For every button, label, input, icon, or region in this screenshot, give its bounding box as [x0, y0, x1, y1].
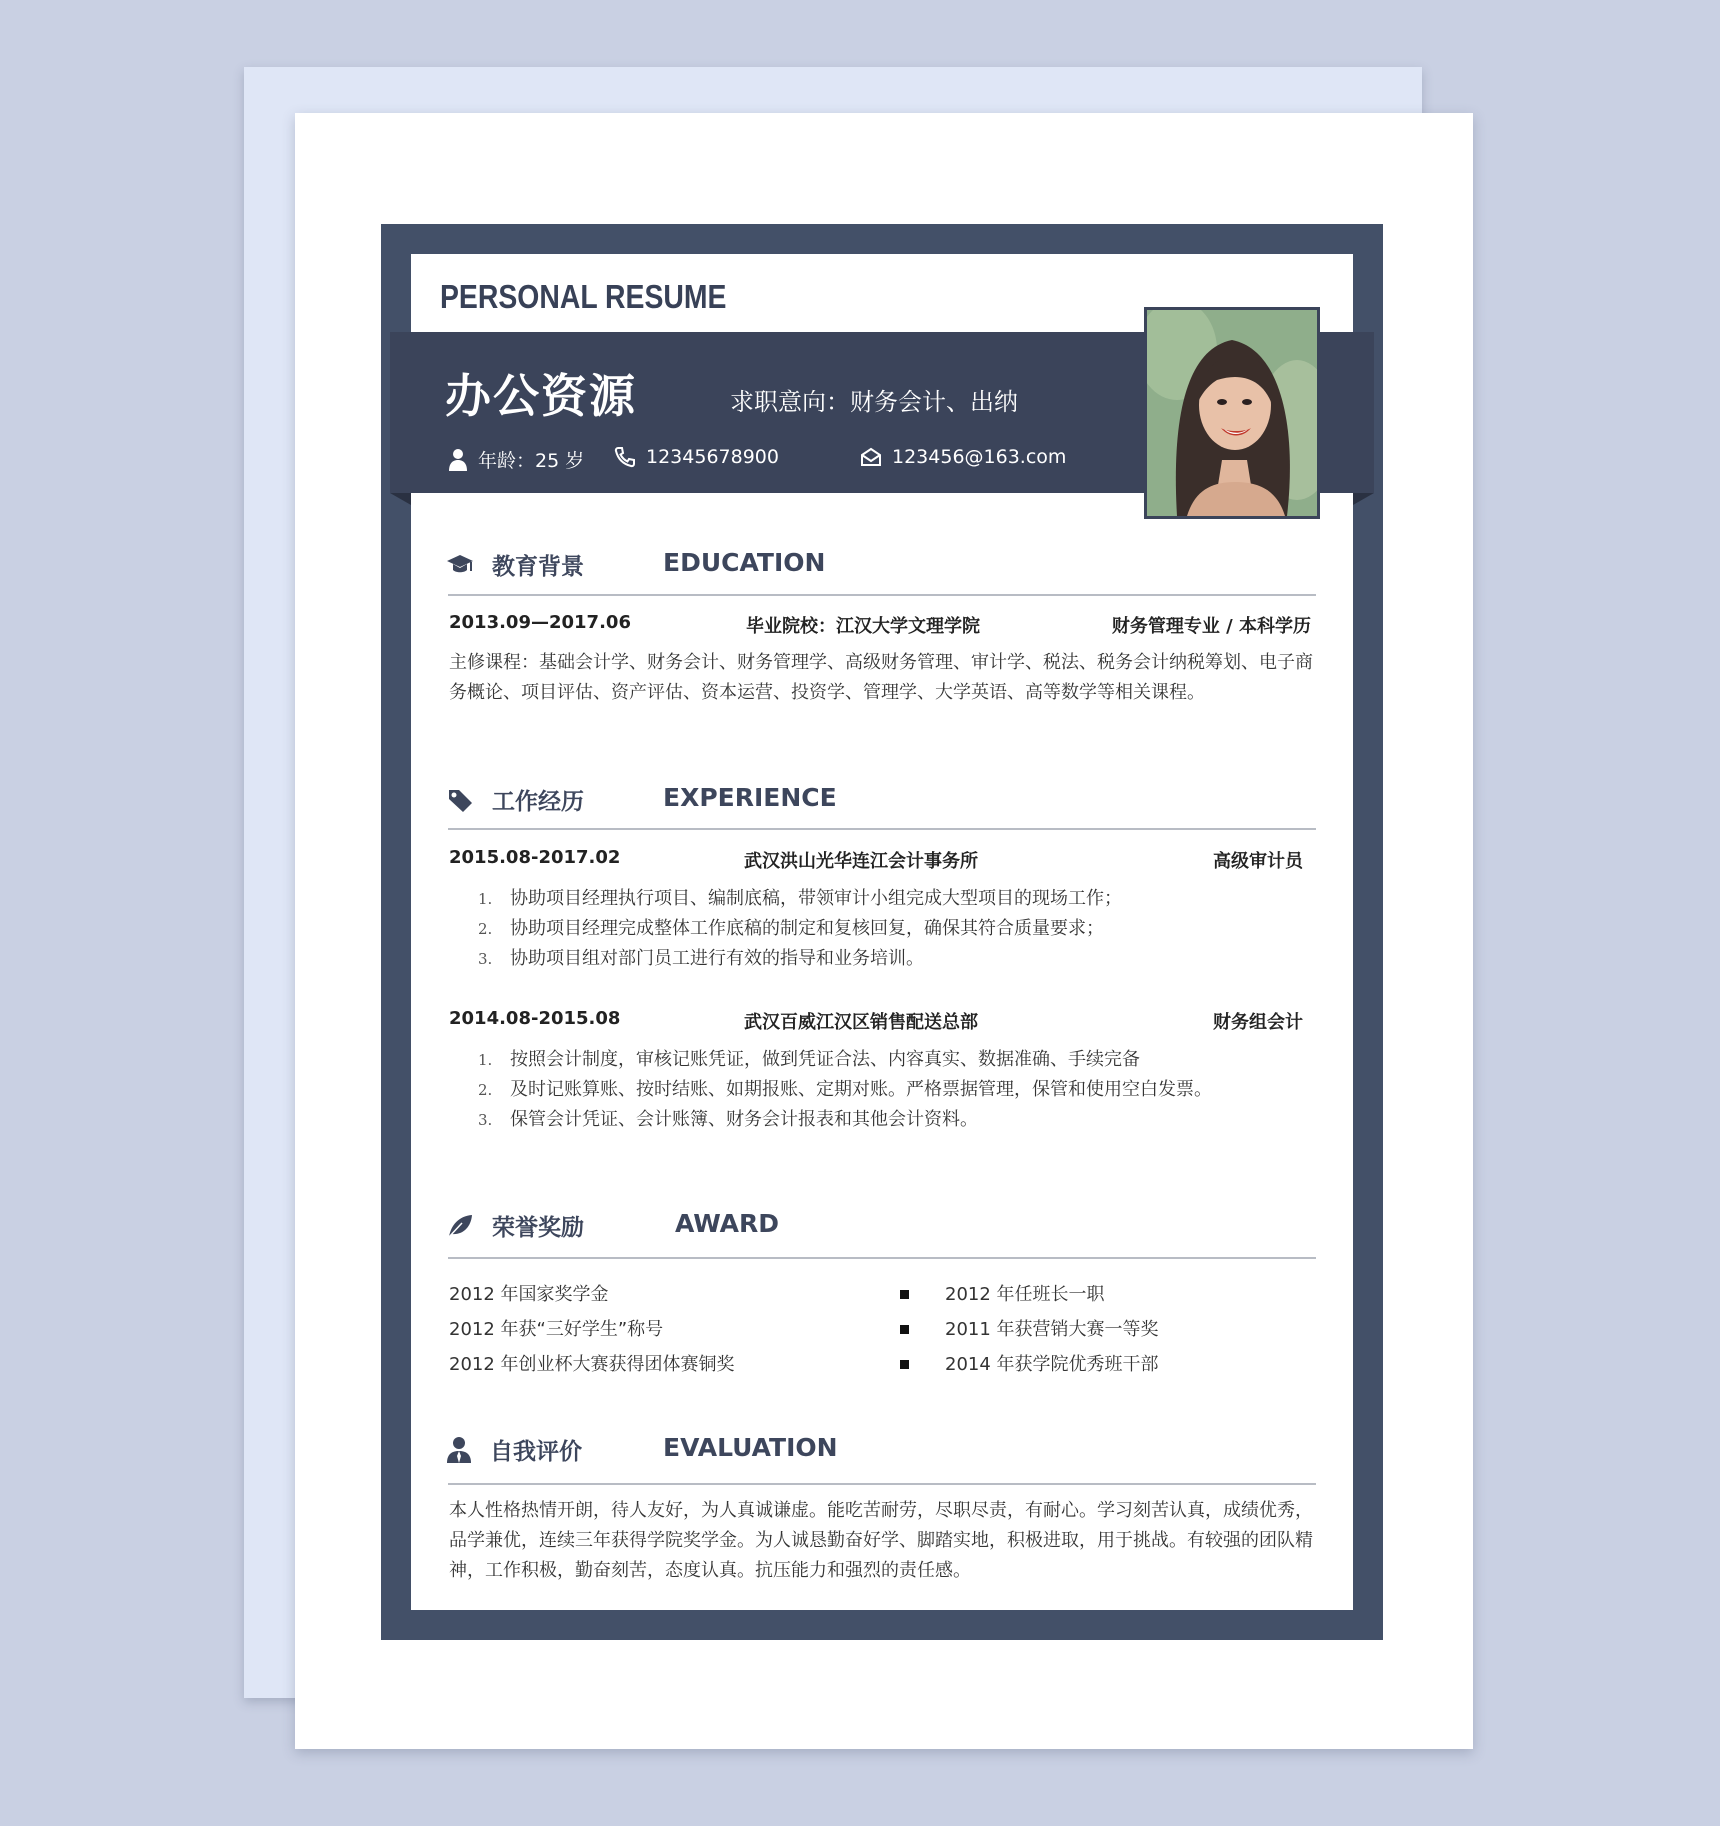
job-title: 财务组会计	[1213, 1012, 1303, 1033]
award-list-left	[449, 1277, 735, 1382]
mail-icon	[860, 447, 882, 467]
phone-text: 12345678900	[646, 446, 779, 468]
award-item: 2012 年任班长一职	[900, 1277, 1159, 1312]
education-title-en: EDUCATION	[663, 548, 826, 577]
award-item: 2012 年国家奖学金	[449, 1284, 609, 1305]
education-title-en-wrap	[663, 548, 825, 577]
education-major: 财务管理专业 / 本科学历	[1111, 616, 1311, 637]
bullet-icon	[900, 1290, 909, 1299]
job-company: 武汉百威江汉区销售配送总部	[744, 1012, 978, 1033]
education-title-cn: 教育背景	[492, 554, 584, 580]
job-intention: 求职意向：财务会计、出纳	[730, 388, 1018, 416]
job-title: 高级审计员	[1213, 851, 1303, 872]
contact-email	[860, 446, 1066, 468]
award-divider	[448, 1257, 1316, 1259]
education-heading	[446, 548, 584, 581]
contact-phone	[614, 446, 779, 468]
bullet-icon	[900, 1360, 909, 1369]
award-title-cn: 荣誉奖励	[492, 1215, 584, 1241]
portrait-illustration	[1147, 310, 1317, 516]
job-period: 2015.08-2017.02	[449, 847, 621, 868]
candidate-name: 办公资源	[445, 369, 637, 423]
job-company: 武汉洪山光华连江会计事务所	[744, 851, 978, 872]
list-item: 1. 按照会计制度，审核记账凭证，做到凭证合法、内容真实、数据准确、手续完备	[478, 1049, 1140, 1070]
band-fold-left	[390, 493, 411, 505]
award-item: 2011 年获营销大赛一等奖	[900, 1312, 1159, 1347]
award-heading	[446, 1209, 584, 1242]
experience-title-en-wrap	[663, 783, 837, 812]
resume-title: PERSONAL RESUME	[440, 278, 727, 315]
award-list-right	[900, 1277, 1159, 1382]
education-courses: 主修课程：基础会计学、财务会计、财务管理学、高级财务管理、审计学、税法、税务会计纳税筹划、电子商务概论、项目评估、资产评估、资本运营、投资学、管理学、大学英语、高等数学等相关课程。	[449, 652, 1313, 703]
band-fold-right	[1353, 493, 1374, 505]
award-item: 2012 年创业杯大赛获得团体赛铜奖	[449, 1354, 735, 1375]
phone-icon	[614, 446, 636, 468]
job-duties-1	[478, 884, 1122, 974]
graduation-cap-icon	[446, 554, 474, 576]
list-item: 2. 及时记账算账、按时结账、如期报账、定期对账。严格票据管理，保管和使用空白发票。	[478, 1079, 1212, 1100]
email-text: 123456@163.com	[892, 446, 1067, 468]
education-period: 2013.09—2017.06	[449, 612, 631, 633]
award-title-en: AWARD	[675, 1209, 780, 1238]
list-item: 1. 协助项目经理执行项目、编制底稿，带领审计小组完成大型项目的现场工作；	[478, 888, 1122, 909]
evaluation-title-en-wrap	[663, 1433, 838, 1462]
evaluation-heading	[446, 1433, 582, 1466]
experience-heading	[446, 783, 584, 816]
evaluation-title-cn: 自我评价	[490, 1439, 582, 1465]
award-title-en-wrap	[675, 1209, 779, 1238]
award-item: 2012 年获“三好学生”称号	[449, 1319, 664, 1340]
list-item: 2. 协助项目经理完成整体工作底稿的制定和复核回复，确保其符合质量要求；	[478, 918, 1104, 939]
evaluation-title-en: EVALUATION	[663, 1433, 838, 1462]
briefcase-tag-icon	[446, 787, 474, 813]
person-icon	[448, 448, 468, 472]
evaluation-text: 本人性格热情开朗，待人友好，为人真诚谦虚。能吃苦耐劳，尽职尽责，有耐心。学习刻苦认真，成绩优秀，品学兼优，连续三年获得学院奖学金。为人诚恳勤奋好学、脚踏实地，积极进取，用于挑战。有较强的团队精神，工作积极，勤奋刻苦，态度认真。抗压能力和强烈的责任感。	[449, 1500, 1313, 1581]
list-item: 3. 保管会计凭证、会计账簿、财务会计报表和其他会计资料。	[478, 1109, 978, 1130]
evaluation-divider	[448, 1483, 1316, 1485]
experience-title-en: EXPERIENCE	[663, 783, 837, 812]
job-period: 2014.08-2015.08	[449, 1008, 621, 1029]
portrait-photo	[1144, 307, 1320, 519]
experience-divider	[448, 828, 1316, 830]
education-school: 毕业院校：江汉大学文理学院	[746, 616, 980, 637]
experience-title-cn: 工作经历	[492, 789, 584, 815]
age-text: 年龄：25 岁	[478, 450, 585, 472]
job-duties-2	[478, 1045, 1212, 1135]
leaf-icon	[446, 1213, 474, 1239]
contact-age	[448, 446, 584, 473]
person-icon	[446, 1436, 472, 1464]
bullet-icon	[900, 1325, 909, 1334]
award-item: 2014 年获学院优秀班干部	[900, 1347, 1159, 1382]
education-divider	[448, 594, 1316, 596]
list-item: 3. 协助项目组对部门员工进行有效的指导和业务培训。	[478, 948, 924, 969]
